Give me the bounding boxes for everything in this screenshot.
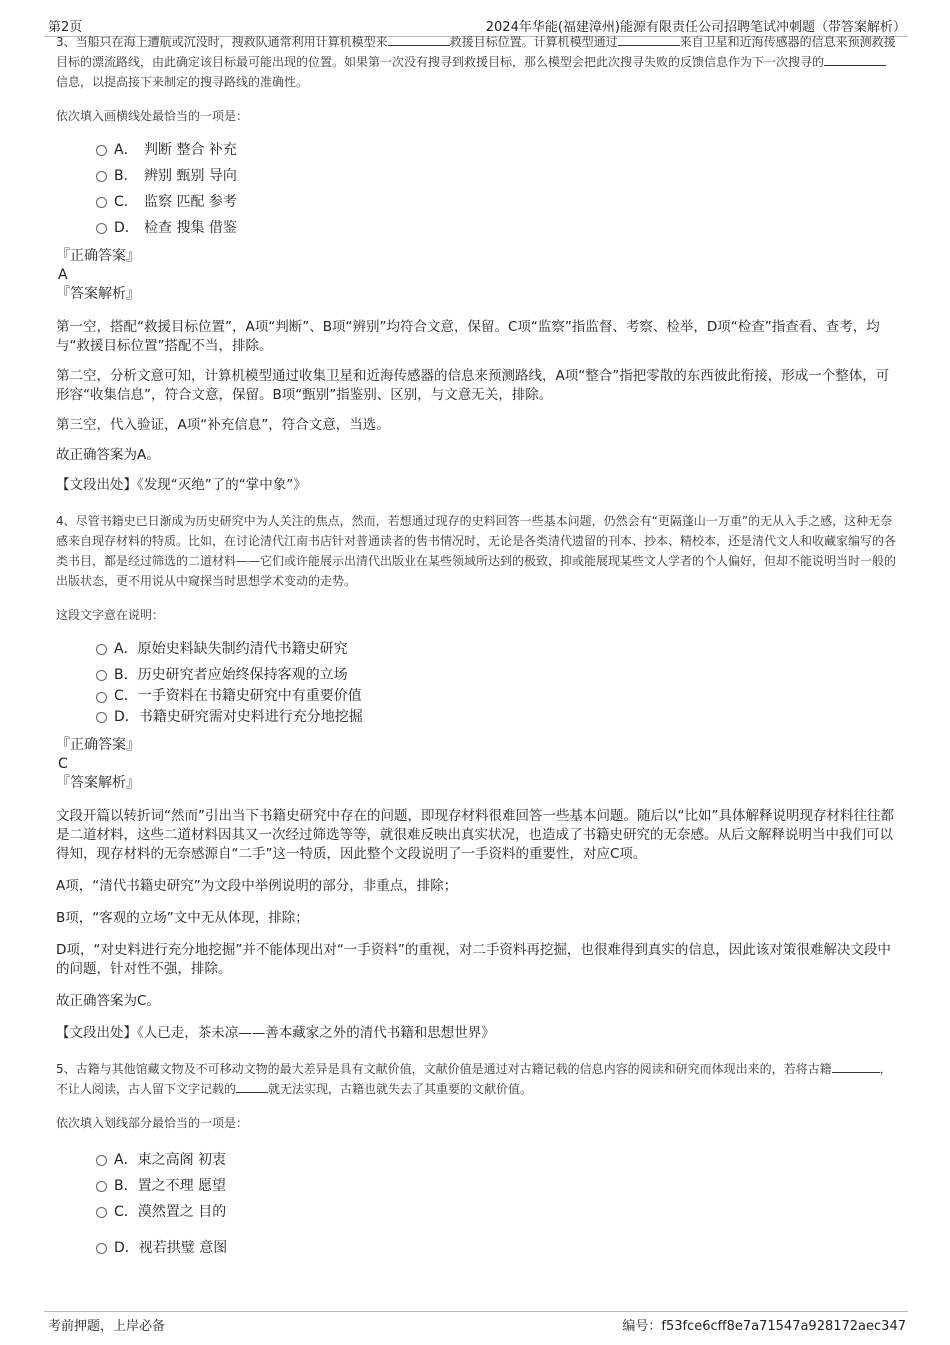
option-a[interactable]: A． 判断 整合 补充 (56, 137, 898, 163)
analysis-conclusion: 故正确答案为C。 (56, 993, 160, 1009)
correct-answer: A (58, 267, 68, 283)
analysis-paragraph: 第一空，搭配“救援目标位置”，A项“判断”、B项“辨别”均符合文意，保留。C项“监察”指监督、考察、检举，D项“检查”指查看、查考，均与“救援目标位置”搭配不当，排除。 (56, 319, 880, 354)
radio-icon[interactable] (96, 670, 107, 681)
question-4-options (56, 636, 898, 730)
radio-icon[interactable] (96, 692, 107, 703)
document-id: 编号：f53fce6cff8e7a71547a928172aec347 (622, 1319, 906, 1334)
answer-tag: 『正确答案』 (56, 248, 140, 264)
option-d[interactable]: D． 检查 搜集 借鉴 (56, 215, 898, 241)
radio-icon[interactable] (96, 171, 107, 182)
option-b[interactable]: B．置之不理 愿望 (56, 1173, 898, 1199)
question-3-stem: 3、当船只在海上遭航或沉没时，搜救队通常利用计算机模型来 救援目标位置。计算机模型通过 来自卫星和近海传感器的信息来预测救援目标的漂流路线，由此确定该目标最可能出现的位置。如果第一次没有搜寻到救援目标，那么模型会把此次搜寻失败的反馈信息作为下一次搜寻的信息，以提高接下来制定的搜寻路线的准确性。 (56, 35, 896, 89)
page-content (56, 34, 898, 1261)
option-b[interactable]: B． 辨别 甄别 导向 (56, 163, 898, 189)
question-4-prompt: 这段文字意在说明： (56, 608, 165, 622)
radio-icon[interactable] (96, 145, 107, 156)
analysis-tag: 『答案解析』 (56, 286, 140, 302)
blank-3 (824, 53, 886, 66)
analysis-tag: 『答案解析』 (56, 775, 140, 791)
correct-answer: C (58, 756, 68, 772)
blank-1 (388, 33, 450, 46)
option-c[interactable]: C．一手资料在书籍史研究中有重要价值 (56, 688, 898, 704)
radio-icon[interactable] (96, 1155, 107, 1166)
question-3-prompt: 依次填入画横线处最恰当的一项是： (56, 109, 249, 123)
question-5-stem: 5、古籍与其他馆藏文物及不可移动文物的最大差异是具有文献价值，文献价值是通过对古籍记载的信息内容的阅读和研究而体现出来的，若将古籍 ，不让人阅读，古人留下文字记载的 就无法实现，古籍也就失去了其重要的文献价值。 (56, 1062, 892, 1096)
analysis-paragraph: D项，“对史料进行充分地挖掘”并不能体现出对“一手资料”的重视，对二手资料再挖掘，也很难得到真实的信息，因此该对策很难解决文段中的问题，针对性不强，排除。 (56, 942, 891, 977)
radio-icon[interactable] (96, 1243, 107, 1254)
blank-2 (236, 1080, 268, 1093)
analysis-paragraph: 文段开篇以转折词“然而”引出当下书籍史研究中存在的问题，即现存材料很难回答一些基本问题。随后以“比如”具体解释说明现存材料往往都是二道材料，这些二道材料因其又一次经过筛选等等，就很难反映出真实状况，也造成了书籍史研究的无奈感。从后文解释说明当中我们可以得知，现存材料的无奈感源自“二手”这一特质，因此整个文段说明了一手资料的重要性，对应C项。 (56, 808, 894, 862)
question-3-options (56, 137, 898, 241)
option-a[interactable]: A．束之高阁 初衷 (56, 1147, 898, 1173)
analysis-paragraph: B项，“客观的立场”文中无从体现，排除； (56, 910, 309, 926)
option-d[interactable]: D．书籍史研究需对史料进行充分地挖掘 (56, 704, 898, 730)
answer-tag: 『正确答案』 (56, 737, 140, 753)
source-citation: 【文段出处】《人已走，茶未凉——善本藏家之外的清代书籍和思想世界》 (56, 1025, 495, 1041)
page-number: 第2页 (48, 20, 83, 35)
blank-2 (618, 33, 680, 46)
analysis-conclusion: 故正确答案为A。 (56, 447, 160, 463)
option-b[interactable]: B．历史研究者应始终保持客观的立场 (56, 662, 898, 688)
source-citation: 【文段出处】《发现“灭绝”了的“掌中象”》 (56, 477, 307, 493)
analysis-paragraph: A项，“清代书籍史研究”为文段中举例说明的部分，非重点，排除； (56, 878, 458, 894)
question-5-prompt: 依次填入划线部分最恰当的一项是： (56, 1116, 249, 1130)
analysis-paragraph: 第三空，代入验证，A项“补充信息”，符合文意，当选。 (56, 417, 390, 433)
footer-slogan: 考前押题，上岸必备 (48, 1319, 166, 1334)
radio-icon[interactable] (96, 197, 107, 208)
radio-icon[interactable] (96, 1181, 107, 1192)
analysis-paragraph: 第二空，分析文意可知，计算机模型通过收集卫星和近海传感器的信息来预测路线，A项“整合”指把零散的东西彼此衔接，形成一个整体，可形容“收集信息”，符合文意，保留。B项“甄别”指鉴别、区别，与文意无关，排除。 (56, 368, 890, 403)
radio-icon[interactable] (96, 1207, 107, 1218)
option-d[interactable]: D．视若拱璧 意图 (56, 1235, 898, 1261)
radio-icon[interactable] (96, 712, 107, 723)
radio-icon[interactable] (96, 223, 107, 234)
question-4-stem: 4、尽管书籍史已日渐成为历史研究中为人关注的焦点，然而，若想通过现存的史料回答一些基本问题，仍然会有“更隔蓬山一万重”的无从入手之感，这种无奈感来自现存材料的特质。比如，在讨论清代江南书店针对普通读者的售书情况时，无论是各类清代遗留的刊本、抄本、精校本，还是清代文人和收藏家编写的各类书目，都是经过筛选的二道材料——它们或许能展示出清代出版业在某些领域所达到的极致，抑或能展现某些文人学者的个人偏好，但却不能说明当时一般的出版状态，更不用说从中窥探当时思想学术变动的走势。 (56, 514, 897, 588)
blank-1 (832, 1060, 880, 1073)
question-5-options (56, 1147, 898, 1261)
page-footer (44, 1311, 908, 1336)
option-c[interactable]: C．漠然置之 目的 (56, 1199, 898, 1225)
option-c[interactable]: C． 监察 匹配 参考 (56, 189, 898, 215)
radio-icon[interactable] (96, 644, 107, 655)
document-title: 2024年华能(福建漳州)能源有限责任公司招聘笔试冲刺题（带答案解析） (485, 20, 906, 35)
option-a[interactable]: A．原始史料缺失制约清代书籍史研究 (56, 636, 898, 662)
